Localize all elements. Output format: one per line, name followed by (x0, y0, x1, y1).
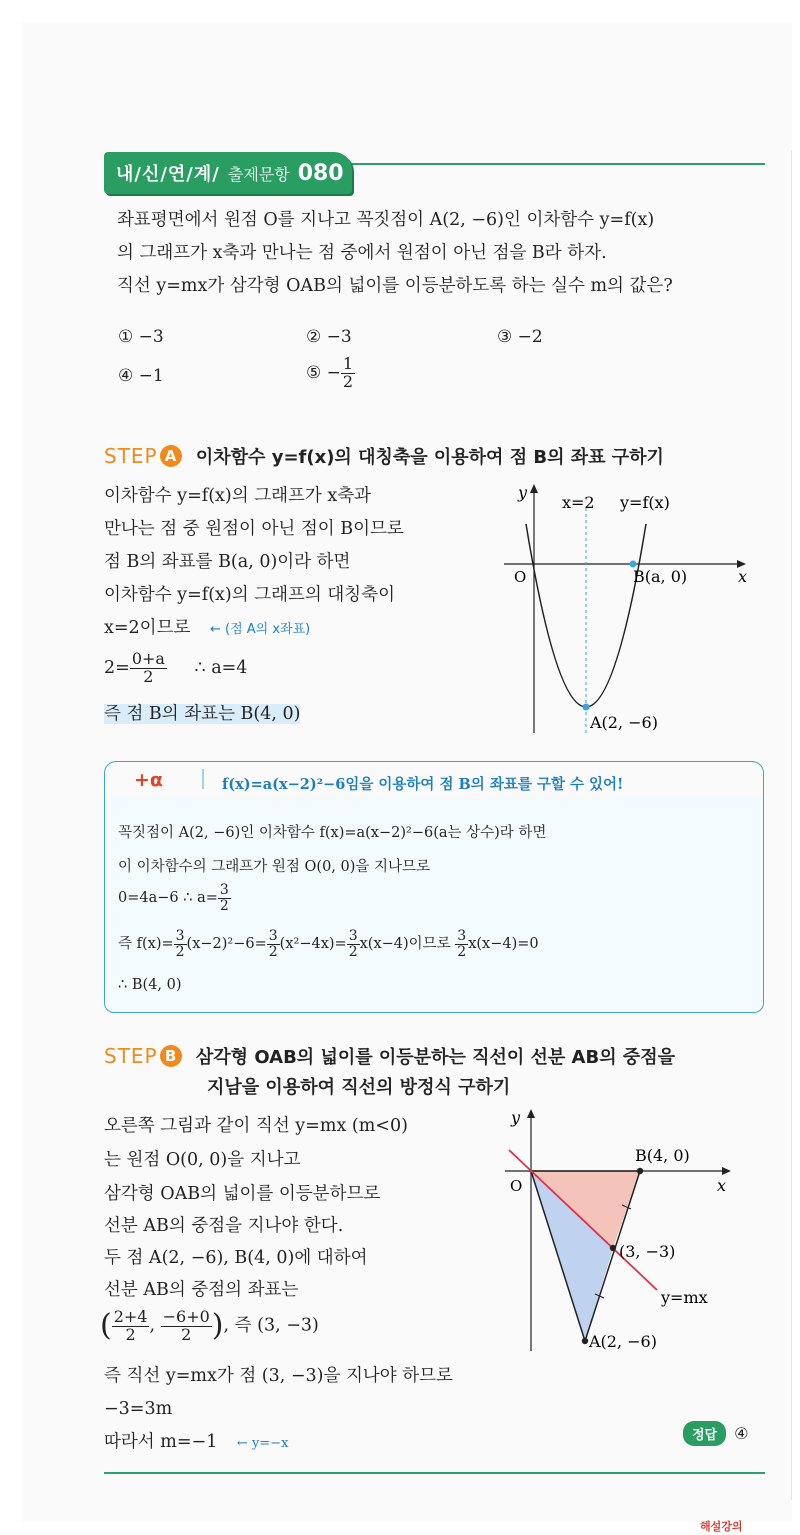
choice-5-numerator: 1 (342, 354, 354, 373)
comma-2: , (223, 1315, 235, 1336)
alpha-l4-e: x(x−4)=0 (468, 936, 539, 953)
question-line-1: 좌표평면에서 원점 O를 지나고 꼭짓점이 A(2, −6)인 이차함수 y=f(x) (117, 210, 655, 230)
answer-label: 정답 (683, 1421, 726, 1446)
graph-b-point-a (582, 1338, 588, 1344)
comma: , (149, 1315, 161, 1336)
alpha-a-den: 2 (219, 897, 229, 914)
step-b-title-1: 삼각형 OAB의 넓이를 이등분하는 직선이 선분 AB의 중점을 (195, 1047, 676, 1068)
step-a-letter: A (160, 445, 182, 467)
badge-series: 내/신/연/계/ (116, 164, 220, 185)
graph-b-point-m (610, 1245, 616, 1251)
graph-a-a-label: A(2, −6) (590, 713, 658, 732)
choice-5-denominator: 2 (342, 371, 354, 391)
graph-b-origin: O (510, 1177, 523, 1195)
step-b-title-2: 지남을 이용하여 직선의 방정식 구하기 (207, 1077, 511, 1098)
alpha-frac-2-den: 2 (268, 943, 278, 960)
graph-a-point-a (583, 704, 590, 711)
choice-5[interactable] (306, 356, 355, 391)
alpha-line-3 (118, 883, 231, 913)
graph-b-b-label: B(4, 0) (635, 1146, 690, 1165)
eq-result: ∴ a=4 (194, 657, 248, 678)
step-b-final: 따라서 m=−1 (104, 1432, 218, 1452)
question-line-3: 직선 y=mx가 삼각형 OAB의 넓이를 이등분하도록 하는 실수 m의 값은? (117, 276, 673, 296)
step-a-label: STEP (104, 444, 158, 468)
choice-2[interactable]: ② −3 (306, 327, 352, 347)
eq-lhs: 2= (104, 657, 130, 678)
step-b-heading (104, 1043, 675, 1069)
step-a-conclusion: 즉 점 B의 좌표는 B(4, 0) (104, 704, 301, 724)
graph-a-b-label: B(a, 0) (633, 567, 688, 586)
badge-type: 출제문항 (227, 164, 290, 184)
step-a-line-7 (104, 706, 300, 724)
question-line-2: 의 그래프가 x축과 만나는 점 중에서 원점이 아닌 점을 B라 하자. (117, 243, 607, 263)
step-b-line-10 (104, 1434, 288, 1452)
step-b-line-8: 즉 직선 y=mx가 점 (3, −3)을 지나야 하므로 (104, 1366, 453, 1386)
alpha-line-5: ∴ B(4, 0) (118, 977, 182, 993)
alpha-frac-4-den: 2 (457, 943, 467, 960)
step-a-line-1: 이차함수 y=f(x)의 그래프가 x축과 (104, 486, 372, 506)
midpoint-result: 즉 (3, −3) (234, 1315, 319, 1336)
paren-close: ) (211, 1308, 224, 1343)
graph-b-point-b (637, 1168, 643, 1174)
midpoint-y-num: −6+0 (162, 1306, 210, 1326)
step-a-line-5 (104, 620, 310, 638)
midpoint-x-den: 2 (125, 1324, 136, 1344)
step-b-line-2: 는 원점 O(0, 0)을 지나고 (104, 1150, 301, 1170)
graph-a-y-arrow (530, 484, 538, 493)
step-b-line-5: 두 점 A(2, −6), B(4, 0)에 대하여 (104, 1248, 368, 1268)
step-b-line-6: 선분 AB의 중점의 좌표는 (104, 1280, 299, 1300)
graph-b-y-arrow (527, 1109, 535, 1118)
step-a-line-3: 점 B의 좌표를 B(a, 0)이라 하면 (104, 552, 351, 572)
alpha-frac-2-num: 3 (268, 928, 278, 944)
graph-b-y-label: y (511, 1108, 521, 1127)
alpha-a-num: 3 (219, 882, 229, 898)
problem-badge (104, 152, 352, 194)
step-a-line-2: 만나는 점 중 원점이 아닌 점이 B이므로 (104, 519, 404, 539)
step-a-heading (104, 443, 664, 469)
graph-a-x-label: x (738, 567, 748, 586)
alpha-plus: +α (134, 769, 163, 791)
step-b-midpoint (100, 1308, 319, 1344)
graph-b-m-label: (3, −3) (619, 1242, 676, 1261)
step-a-equation (104, 651, 247, 686)
alpha-line-4 (118, 929, 539, 959)
alpha-line-2: 이 이차함수의 그래프가 원점 O(0, 0)을 지나므로 (118, 859, 431, 875)
graph-a-axis-label: x=2 (562, 493, 595, 512)
graph-b-x-label: x (717, 1176, 727, 1195)
alpha-l4-c: (x²−4x)= (279, 936, 347, 953)
graph-a-func-label: y=f(x) (620, 493, 670, 512)
step-b-label: STEP (104, 1044, 158, 1068)
step-b-line-1: 오른쪽 그림과 같이 직선 y=mx (m<0) (104, 1116, 408, 1136)
footer-lecture-link[interactable]: 해설강의 (700, 1520, 743, 1533)
choice-4[interactable]: ④ −1 (118, 366, 164, 386)
graph-b (495, 1105, 765, 1355)
step-b-letter: B (160, 1045, 182, 1067)
choice-3[interactable]: ③ −2 (497, 327, 543, 347)
step-b-line-3: 삼각형 OAB의 넓이를 이등분하므로 (104, 1184, 381, 1204)
step-b-line-9: −3=3m (104, 1399, 173, 1419)
choice-5-prefix: ⑤ − (306, 362, 341, 383)
step-a-axis-text: x=2이므로 (104, 618, 191, 638)
answer (683, 1421, 748, 1446)
graph-a-y-label: y (518, 483, 528, 502)
alpha-line-3-text: 0=4a−6 ∴ a= (118, 890, 218, 907)
alpha-title: f(x)=a(x−2)²−6임을 이용하여 점 B의 좌표를 구할 수 있어! (222, 776, 624, 793)
alpha-separator (202, 769, 204, 789)
step-a-title: 이차함수 y=f(x)의 대칭축을 이용하여 점 B의 좌표 구하기 (195, 447, 664, 468)
alpha-frac-3-den: 2 (348, 943, 358, 960)
graph-a (490, 478, 760, 740)
graph-b-x-arrow (722, 1167, 731, 1175)
alpha-frac-3-num: 3 (348, 928, 358, 944)
alpha-frac-1-num: 3 (175, 928, 185, 944)
graph-b-a-label: A(2, −6) (589, 1332, 657, 1351)
eq-numerator: 0+a (131, 649, 165, 668)
alpha-l4-d: x(x−4)이므로 (359, 936, 451, 953)
midpoint-y-den: 2 (181, 1324, 192, 1344)
alpha-tip-box (104, 761, 764, 1015)
step-b-line-4: 선분 AB의 중점을 지나야 한다. (104, 1216, 344, 1236)
step-a-line-4: 이차함수 y=f(x)의 그래프의 대칭축이 (104, 585, 396, 605)
alpha-l4-a: 즉 f(x)= (118, 936, 174, 953)
eq-denominator: 2 (143, 666, 154, 686)
column-divider (791, 150, 792, 1500)
step-b-note: ← y=−x (236, 1436, 289, 1451)
footer-rule (104, 1472, 765, 1474)
badge-number: 080 (297, 160, 344, 186)
alpha-line-1: 꼭짓점이 A(2, −6)인 이차함수 f(x)=a(x−2)²−6(a는 상수)라 하면 (118, 825, 547, 841)
graph-a-origin: O (514, 568, 527, 586)
choice-1[interactable]: ① −3 (118, 327, 164, 347)
step-a-note: ← (점 A의 x좌표) (209, 622, 311, 637)
answer-value: ④ (734, 1424, 749, 1443)
header-rule (350, 163, 765, 165)
alpha-frac-4-num: 3 (457, 928, 467, 944)
paren-open: ( (100, 1308, 112, 1343)
alpha-l4-b: (x−2)²−6= (186, 936, 267, 953)
midpoint-x-num: 2+4 (113, 1306, 148, 1326)
graph-b-line-label: y=mx (661, 1288, 708, 1307)
alpha-frac-1-den: 2 (175, 943, 185, 960)
